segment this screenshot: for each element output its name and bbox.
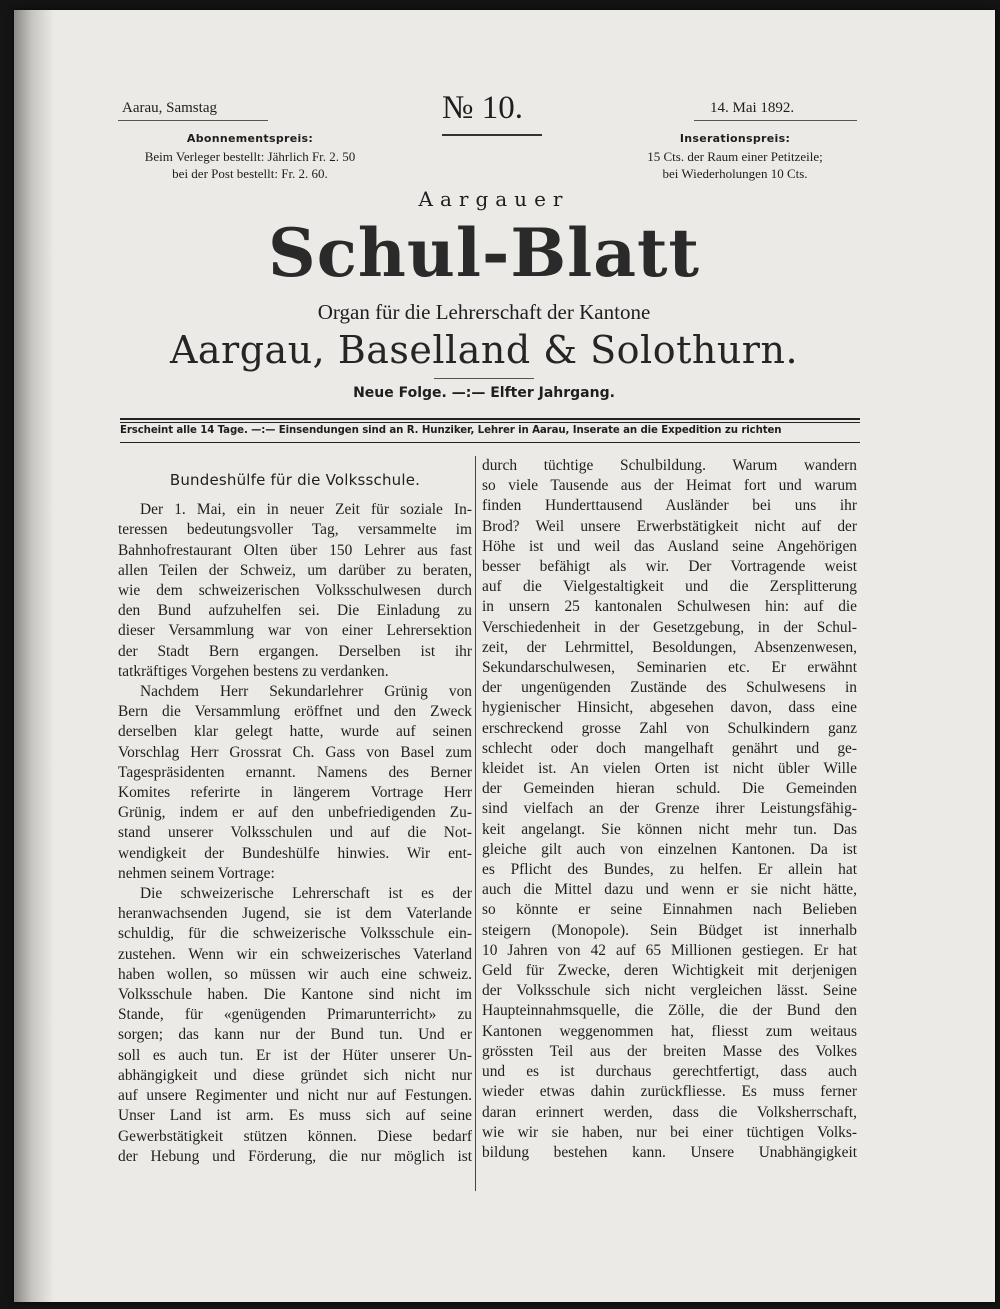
text-line: den Bund aufzuhelfen sei. Die Einladung zu	[118, 602, 472, 620]
text-line: stand unserer Volksschulen und auf die Not-	[118, 824, 472, 842]
masthead-subtitle: Organ für die Lehrerschaft der Kantone	[317, 300, 651, 324]
text-line: Kantonen weggenommen hat, fliesst zum weitaus	[482, 1022, 857, 1040]
text-line: wie dem schweizerischen Volksschulwesen durch	[118, 582, 472, 600]
text-line: und es ist durchaus gerechtfertigt, dass auch	[482, 1063, 857, 1081]
text-line: 10 Jahren von 42 auf 65 Millionen gestiegen. Er hat	[482, 941, 857, 959]
text-line: zustehen. Wenn wir ein schweizerisches Vaterland	[118, 945, 472, 963]
article-column-left	[118, 456, 472, 1167]
header-rule-left	[118, 120, 268, 121]
subscription-label: Abonnementspreis:	[186, 132, 314, 145]
text-line: nehmen seinem Vortrage:	[118, 864, 275, 882]
text-line: Komites referirte in längerem Vortrage Herr	[118, 784, 472, 802]
subscription-line-2: bei der Post bestellt: Fr. 2. 60.	[172, 166, 328, 181]
text-line: finden Hunderttausend Ausländer bei uns ihr	[482, 497, 857, 515]
text-line: es Pflicht des Bundes, zu helfen. Er allein hat	[482, 861, 857, 879]
text-line: sorgen; das kann nur der Bund tun. Und er	[118, 1026, 472, 1044]
text-line: sind vielfach an der Grenze ihrer Leistungsfähig-	[482, 800, 857, 818]
text-line: Bahnhofrestaurant Olten über 150 Lehrer aus fast	[118, 541, 472, 559]
text-line: zeit, der Lehrmittel, Besoldungen, Absenzenwesen,	[482, 638, 857, 656]
notice-rule-bottom	[120, 442, 860, 443]
text-line: Geld für Zwecke, deren Wichtigkeit mit derjenigen	[482, 962, 857, 980]
advertising-label: Inserationspreis:	[679, 132, 791, 145]
text-line: der Volksschule sich nicht vergleichen lässt. Seine	[482, 982, 857, 1000]
binding-shadow	[14, 10, 54, 1302]
text-line: allen Teilen der Schweiz, um darüber zu beraten,	[118, 561, 472, 579]
text-line: gleiche gilt auch von einzelnen Kantonen. Da ist	[482, 840, 857, 858]
text-line: Grünig, indem er auf den unbefriedigenden Zu-	[118, 804, 472, 822]
issue-number: № 10.	[442, 90, 523, 126]
text-line: grössten Teil aus der breiten Masse des Volkes	[482, 1042, 857, 1060]
text-line: auf die Vielgestaltigkeit und die Zersplitterung	[482, 578, 857, 596]
article-column-right	[482, 456, 857, 1163]
text-line: tatkräftiges Vorgehen bestens zu verdanken.	[118, 662, 389, 680]
left-column-text	[118, 500, 472, 1167]
advertising-block	[610, 132, 860, 182]
text-line: Die schweizerische Lehrerschaft ist es der	[140, 885, 472, 903]
text-line: wendigkeit der Bundeshülfe hinwies. Wir ent-	[118, 844, 472, 862]
text-line: durch tüchtige Schulbildung. Warum wandern	[482, 457, 857, 474]
text-line: Der 1. Mai, ein in neuer Zeit für soziale In-	[140, 501, 472, 519]
place-date: Aarau, Samstag	[122, 100, 217, 116]
text-line: so viele Tausende aus der Heimat fort und warum	[482, 477, 857, 495]
text-line: Sekundarschulwesen, Seminarien etc. Er erwähnt	[482, 659, 857, 677]
text-line: soll es auch tun. Er ist der Hüter unserer Un-	[118, 1046, 472, 1064]
text-line: hygienischer Hinsicht, abgesehen davon, dass eine	[482, 699, 857, 717]
text-line: der Hebung und Förderung, die nur möglich ist	[118, 1147, 472, 1165]
issue-rule	[442, 134, 542, 136]
text-line: Bern die Versammlung eröffnet und den Zweck	[118, 703, 472, 721]
text-line: schlecht oder doch mangelhaft genährt und ge-	[482, 739, 857, 757]
text-line: der Gemeinden hieran schuld. Die Gemeinden	[482, 780, 857, 798]
edition-line: Neue Folge. —:— Elfter Jahrgang.	[353, 385, 615, 401]
publication-notice: Erscheint alle 14 Tage. —:— Einsendungen sind an R. Hunziker, Lehrer in Aarau, Inserate an die Expedition zu richten	[120, 425, 782, 436]
text-line: Brod? Weil unsere Erwerbstätigkeit nicht auf der	[482, 517, 857, 535]
text-line: wieder etwas dahin zurückfliesse. Es muss ferner	[482, 1083, 857, 1101]
subscription-block	[110, 132, 390, 182]
notice-rule-top-thin	[120, 422, 860, 423]
text-line: bildung bestehen kann. Unsere Unabhängigkeit	[482, 1143, 857, 1161]
text-line: abhängigkeit und diese gründet sich nicht nur	[118, 1066, 472, 1084]
text-line: auch die Mittel dazu und wenn er sie nicht hätte,	[482, 881, 857, 899]
column-divider	[475, 456, 476, 1191]
pre-title: Aargauer	[418, 187, 570, 211]
notice-rule-top	[120, 418, 860, 420]
text-line: Volksschule haben. Die Kantone sind nicht im	[118, 986, 472, 1004]
text-line: daran erinnert werden, dass die Volksherrschaft,	[482, 1103, 857, 1121]
advertising-line-2: bei Wiederholungen 10 Cts.	[662, 166, 808, 181]
text-line: Unser Land ist arm. Es muss sich auf seine	[118, 1107, 472, 1125]
text-line: Höhe ist und weil das Ausland seine Angehörigen	[482, 537, 857, 555]
text-line: der Stadt Bern ergangen. Derselben ist ihr	[118, 642, 472, 660]
text-line: dieser Versammlung war von einer Lehrersektion	[118, 622, 472, 640]
text-line: Stande, für «genügenden Primarunterricht» zu	[118, 1006, 472, 1024]
newspaper-page	[14, 10, 995, 1302]
text-line: Haupteinnahmsquelle, die Zölle, die der Bund den	[482, 1002, 857, 1020]
advertising-line-1: 15 Cts. der Raum einer Petitzeile;	[647, 149, 823, 164]
masthead-cantons: Aargau, Baselland & Solothurn.	[169, 328, 799, 372]
text-line: auf unsere Regimenter und nicht nur auf Festungen.	[118, 1087, 472, 1105]
text-line: derselben klar gelegt hatte, wurde auf seinen	[118, 723, 472, 741]
masthead-title: Schul-Blatt	[268, 214, 700, 292]
text-line: steigern (Monopole). Sein Büdget ist innerhalb	[482, 921, 857, 939]
text-line: Tagespräsidenten ernannt. Namens des Berner	[118, 763, 472, 781]
subscription-line-1: Beim Verleger bestellt: Jährlich Fr. 2. 50	[144, 149, 356, 164]
text-line: besser befähigt als wir. Der Vortragende weist	[482, 558, 857, 576]
text-line: haben wollen, so müssen wir auch eine schweiz.	[118, 965, 472, 983]
text-line: heranwachsenden Jugend, sie ist dem Vaterlande	[118, 905, 472, 923]
article-title: Bundeshülfe für die Volksschule.	[169, 471, 421, 489]
text-line: Verschiedenheit in der Gesetzgebung, in der Schul-	[482, 618, 857, 636]
text-line: erschreckend grosse Zahl von Schulkindern ganz	[482, 719, 857, 737]
text-line: keit angelangt. Sie können nicht mehr tun. Das	[482, 820, 857, 838]
text-line: kleidet ist. An vielen Orten ist nicht übler Wille	[482, 760, 857, 778]
text-line: Nachdem Herr Sekundarlehrer Grünig von	[140, 683, 472, 701]
edition-rule	[434, 378, 534, 379]
header-rule-right	[694, 120, 857, 121]
text-line: wie wir sie haben, nur bei einer tüchtigen Volks-	[482, 1123, 857, 1141]
text-line: in unsern 25 kantonalen Schulwesen hin: auf die	[482, 598, 857, 616]
text-line: schuldig, für die schweizerische Volksschule ein-	[118, 925, 472, 943]
issue-date: 14. Mai 1892.	[710, 100, 795, 116]
right-column-text	[482, 456, 857, 1163]
text-line: so könnte er seine Einnahmen nach Belieben	[482, 901, 857, 919]
text-line: teressen bedeutungsvoller Tag, versammelte im	[118, 521, 472, 539]
text-line: Vorschlag Herr Grossrat Ch. Gass von Basel zum	[118, 743, 472, 761]
text-line: der ungenügenden Zustände des Schulwesens in	[482, 679, 857, 697]
text-line: Gewerbstätigkeit stützen können. Diese bedarf	[118, 1127, 472, 1145]
